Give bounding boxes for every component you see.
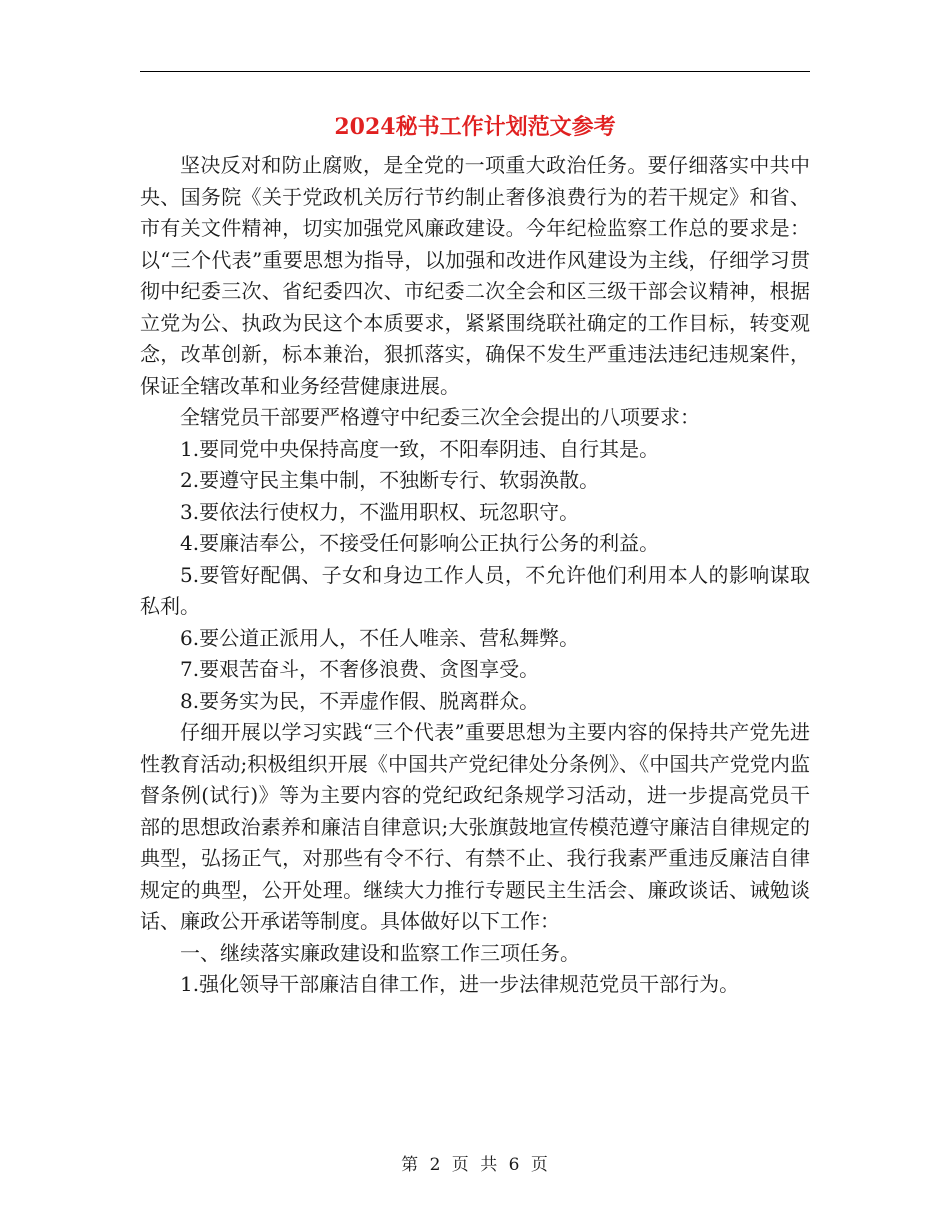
list-item: 2.要遵守民主集中制，不独断专行、软弱涣散。 <box>180 468 600 492</box>
paragraph-intro: 坚决反对和防止腐败，是全党的一项重大政治任务。要仔细落实中共中央、国务院《关于党政机关厉行节约制止奢侈浪费行为的若干规定》和省、市有关文件精神，切实加强党风廉政建设。今年纪检监察工作总的要求是：以“三个代表”重要思想为指导，以加强和改进作风建设为主线，仔细学习贯彻中纪委三次、省纪委四次、市纪委二次全会和区三级干部会议精神，根据立党为公、执政为民这个本质要求，紧紧围绕联社确定的工作目标，转变观念，改革创新，标本兼治，狠抓落实，确保不发生严重违法违纪违规案件，保证全辖改革和业务经营健康进展。 <box>140 153 810 398</box>
document-body <box>140 150 810 1001</box>
footer-label-total: 共 <box>480 1155 499 1175</box>
list-item: 1.要同党中央保持高度一致，不阳奉阴违、自行其是。 <box>180 436 660 461</box>
list-item: 8.要务实为民，不弄虚作假、脱离群众。 <box>180 688 540 713</box>
list-item: 5.要管好配偶、子女和身边工作人员，不允许他们利用本人的影响谋取私利。 <box>140 562 810 618</box>
list-item: 4.要廉洁奉公，不接受任何影响公正执行公务的利益。 <box>180 531 660 555</box>
list-item: 7.要艰苦奋斗，不奢侈浪费、贪图享受。 <box>180 657 540 681</box>
paragraph-requirements-intro: 全辖党员干部要严格遵守中纪委三次全会提出的八项要求： <box>180 405 700 429</box>
document-title: 2024秘书工作计划范文参考 <box>334 114 616 140</box>
list-item: 1.强化领导干部廉洁自律工作，进一步法律规范党员干部行为。 <box>180 972 740 996</box>
footer-label-page: 第 <box>401 1155 420 1175</box>
list-item: 3.要依法行使权力，不滥用职权、玩忽职守。 <box>180 499 580 524</box>
footer-total-pages: 6 <box>508 1155 521 1175</box>
footer-label-page-unit: 页 <box>451 1155 470 1175</box>
list-item: 6.要公道正派用人，不任人唯亲、营私舞弊。 <box>180 625 580 650</box>
header-rule <box>140 71 810 72</box>
footer-label-total-unit: 页 <box>530 1155 549 1175</box>
footer-current-page: 2 <box>429 1155 442 1175</box>
paragraph-education: 仔细开展以学习实践“三个代表”重要思想为主要内容的保持共产党先进性教育活动;积极组织开展《中国共产党纪律处分条例》、《中国共产党党内监督条例(试行)》等为主要内容的党纪政纪条规学习活动，进一步提高党员干部的思想政治素养和廉洁自律意识;大张旗鼓地宣传模范遵守廉洁自律规定的典型，弘扬正气，对那些有令不行、有禁不止、我行我素严重违反廉洁自律规定的典型，公开处理。继续大力推行专题民主生活会、廉政谈话、诫勉谈话、廉政公开承诺等制度。具体做好以下工作： <box>140 720 810 933</box>
section-heading: 一、继续落实廉政建设和监察工作三项任务。 <box>180 940 580 965</box>
page-footer <box>0 1153 950 1177</box>
